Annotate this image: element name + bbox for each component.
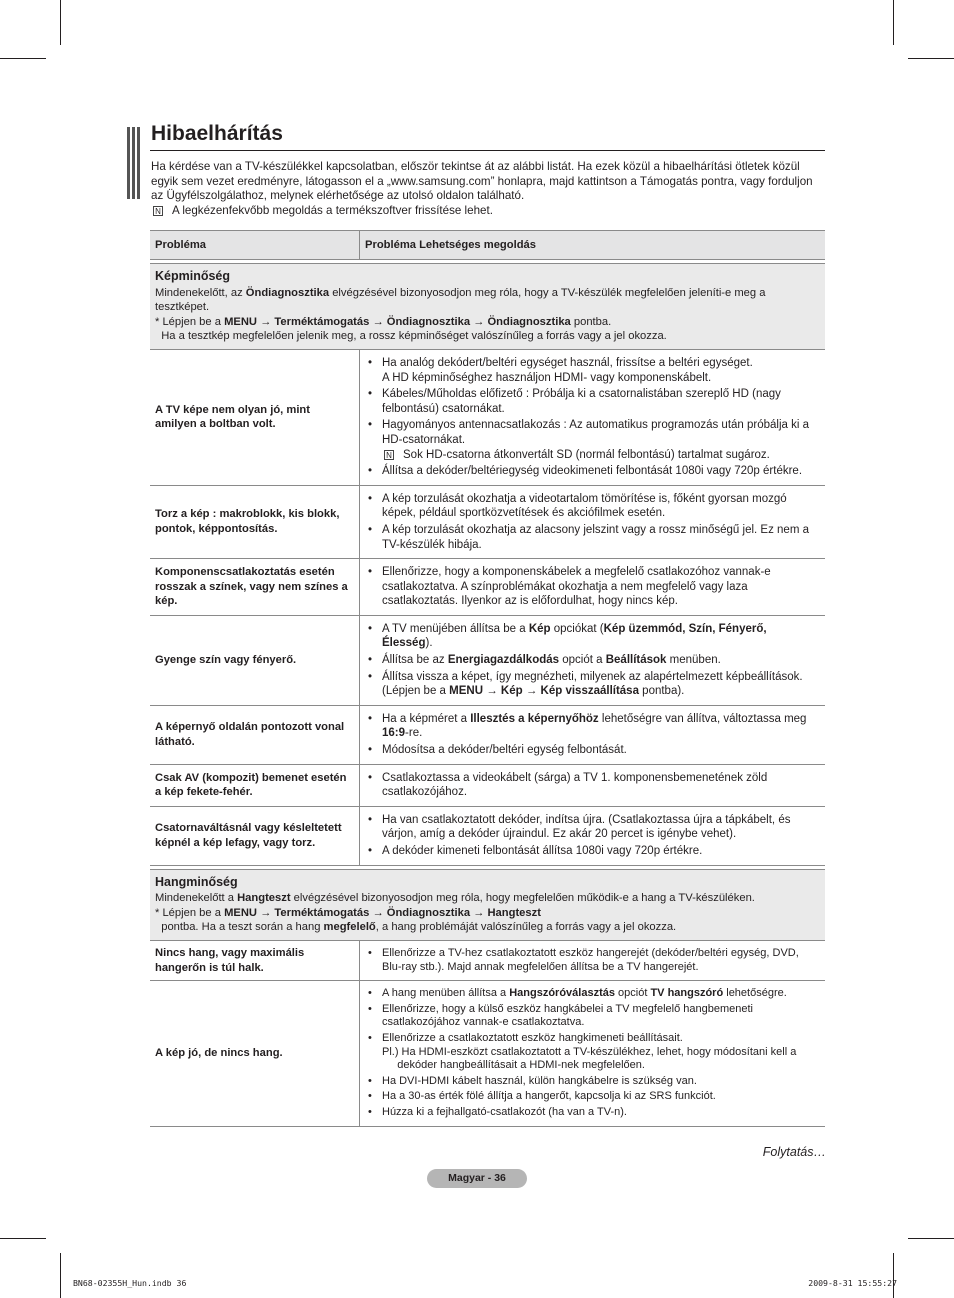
- crop-mark: [893, 0, 894, 45]
- problem-cell: Csatornaváltásnál vagy késleltetett képnél a kép lefagy, vagy torz.: [150, 806, 360, 865]
- table-row: [150, 981, 825, 1126]
- problem-cell: Torz a kép : makroblokk, kis blokk, pontok, képpontosítás.: [150, 485, 360, 558]
- print-footer-file: BN68-02355H_Hun.indb 36: [73, 1278, 187, 1288]
- solution-list: [364, 356, 819, 479]
- troubleshooting-table: [150, 230, 825, 1127]
- section-title: Hangminőség: [155, 874, 238, 889]
- solution-cell: [360, 981, 826, 1126]
- problem-cell: Gyenge szín vagy fényerő.: [150, 615, 360, 705]
- section-description: Mindenekelőtt a Hangteszt elvégzésével bizonyosodjon meg róla, hogy megfelelően működik-e a hang a TV-készüléken. * Lépjen be a MENU → Terméktámogatás → Öndiagnosztika → Hangteszt pontba. Ha a teszt során a hang megfelelő, a hang problémáját valószínűleg a forrás vagy a jel okozza.: [155, 892, 755, 934]
- solution-item: • A dekóder kimeneti felbontását állítsa 1080i vagy 720p értékre.: [364, 844, 819, 859]
- solution-item: • Hagyományos antennacsatlakozás : Az automatikus programozás után próbálja ki a HD-csatornákat. N Sok HD-csatorna átkonvertált SD (normál felbontású) tartalmat sugároz.: [364, 418, 819, 462]
- solution-item: • A kép torzulását okozhatja a videotartalom tömörítése is, főként gyorsan mozgó képek, például sportközvetítések és akciófilmek esetén.: [364, 492, 819, 521]
- solution-cell: [360, 485, 826, 558]
- crop-mark: [908, 1238, 954, 1239]
- print-footer-timestamp: 2009-8-31 15:55:27: [808, 1278, 897, 1288]
- table-row: [150, 764, 825, 806]
- solution-item: • Ha a 30-as érték fölé állítja a hangerőt, kapcsolja ki az SRS funkciót.: [364, 1090, 819, 1104]
- solution-list: [364, 813, 819, 859]
- title-decoration-bar: [127, 127, 140, 199]
- crop-mark: [893, 1253, 894, 1298]
- table-row: [150, 559, 825, 616]
- title-rule: [150, 150, 825, 151]
- solution-list: [364, 947, 819, 974]
- solution-item: • Ha analóg dekódert/beltéri egységet használ, frissítse a beltéri egységet. A HD képminőséghez használjon HDMI- vagy komponenskábelt.: [364, 356, 819, 385]
- table-row: [150, 806, 825, 865]
- solution-item: • Ha a képméret a Illesztés a képernyőhöz lehetőségre van állítva, változtassa meg 16:9-re.: [364, 712, 819, 741]
- solution-list: [364, 565, 819, 609]
- problem-cell: Nincs hang, vagy maximális hangerőn is túl halk.: [150, 940, 360, 980]
- solution-item: • Állítsa be az Energiagazdálkodás opciót a Beállítások menüben.: [364, 653, 819, 668]
- solution-list: [364, 622, 819, 699]
- table-row: [150, 615, 825, 705]
- problem-cell: Csak AV (kompozit) bemenet esetén a kép fekete-fehér.: [150, 764, 360, 806]
- solution-cell: [360, 559, 826, 616]
- solution-item: • Ellenőrizze a csatlakoztatott eszköz hangkimeneti beállításait. Pl.) Ha HDMI-eszközt csatlakoztatott a TV-készülékhez, lehet, hogy módosítani kell a dekóder hangbeállításait a HDMI-nek megfelelően.: [364, 1032, 819, 1073]
- continued-label: Folytatás…: [762, 1145, 826, 1159]
- table-row: [150, 705, 825, 764]
- table-header: [150, 231, 825, 260]
- crop-mark: [60, 1253, 61, 1298]
- solution-list: [364, 712, 819, 758]
- solution-item: • Állítsa a dekóder/beltériegység videokimeneti felbontását 1080i vagy 720p értékre.: [364, 464, 819, 479]
- table-row: [150, 940, 825, 980]
- solution-item: • Csatlakoztassa a videokábelt (sárga) a TV 1. komponensbemenetének zöld csatlakozójához.: [364, 771, 819, 800]
- crop-mark: [0, 1238, 46, 1239]
- solution-list: [364, 771, 819, 800]
- solution-cell: [360, 764, 826, 806]
- solution-cell: [360, 940, 826, 980]
- problem-cell: A kép jó, de nincs hang.: [150, 981, 360, 1126]
- solution-item: • A TV menüjében állítsa be a Kép opciókat (Kép üzemmód, Szín, Fényerő, Élesség).: [364, 622, 819, 651]
- solution-cell: [360, 615, 826, 705]
- note-icon: N: [153, 206, 163, 216]
- section-description: Mindenekelőtt, az Öndiagnosztika elvégzésével bizonyosodjon meg róla, hogy a TV-készülék megfelelően jeleníti-e meg a tesztképet. * Lépjen be a MENU → Terméktámogatás → Öndiagnosztika → Öndiagnosztika pontba. Ha a tesztkép megfelelően jelenik meg, a rossz képminőséget valószínűleg a forrás vagy a jel okozza.: [155, 286, 766, 343]
- intro: [151, 160, 825, 218]
- section-header: [150, 264, 825, 350]
- problem-cell: Komponenscsatlakoztatás esetén rosszak a színek, vagy nem színes a kép.: [150, 559, 360, 616]
- crop-mark: [0, 58, 46, 59]
- table-row: [150, 485, 825, 558]
- solution-item: • A kép torzulását okozhatja az alacsony jelszint vagy a rossz minőségű jel. Ez nem a TV-készülék hibája.: [364, 523, 819, 552]
- solution-item: • Kábeles/Műholdas előfizető : Próbálja ki a csatornalistában szereplő HD (nagy felbontású) csatornákat.: [364, 387, 819, 416]
- header-solution: Probléma Lehetséges megoldás: [360, 231, 826, 260]
- solution-list: [364, 987, 819, 1119]
- solution-item: • Ellenőrizze, hogy a komponenskábelek a megfelelő csatlakozóhoz vannak-e csatlakoztatva. A színproblémákat okozhatja a nem megfelelő vagy laza csatlakoztatás. Ilyenkor az is előfordulhat, hogy nincs kép.: [364, 565, 819, 609]
- solution-item: • Módosítsa a dekóder/beltéri egység felbontását.: [364, 743, 819, 758]
- problem-cell: A TV képe nem olyan jó, mint amilyen a boltban volt.: [150, 349, 360, 485]
- solution-item: • Ha DVI-HDMI kábelt használ, külön hangkábelre is szükség van.: [364, 1075, 819, 1089]
- solution-cell: [360, 806, 826, 865]
- solution-item: • Húzza ki a fejhallgató-csatlakozót (ha van a TV-n).: [364, 1106, 819, 1120]
- solution-list: [364, 492, 819, 552]
- problem-cell: A képernyő oldalán pontozott vonal látható.: [150, 705, 360, 764]
- intro-paragraph: Ha kérdése van a TV-készülékkel kapcsolatban, először tekintse át az alábbi listát. Ha ezek közül a hibaelhárítási ötletek közül egyik sem vezet eredményre, látogasson el a „www.samsung.com” honlapra, majd kattintson a Támogatás pontra, vagy forduljon az Ügyfélszolgálathoz, melynek elérhetősége az utolsó oldalon található.: [151, 160, 813, 203]
- crop-mark: [908, 58, 954, 59]
- header-problem: Probléma: [150, 231, 360, 260]
- crop-mark: [60, 0, 61, 45]
- section-header: [150, 869, 825, 940]
- page-number-badge: Magyar - 36: [427, 1169, 527, 1188]
- solution-item: • Ellenőrizze, hogy a külső eszköz hangkábelei a TV megfelelő hangbemeneti csatlakozójához vannak-e csatlakoztatva.: [364, 1003, 819, 1030]
- section-title: Képminőség: [155, 269, 231, 283]
- intro-note-text: A legkézenfekvőbb megoldás a termékszoftver frissítése lehet.: [172, 203, 493, 217]
- solution-item: • A hang menüben állítsa a Hangszóróválasztás opciót TV hangszóró lehetőségre.: [364, 987, 819, 1001]
- page-title: Hibaelhárítás: [151, 122, 283, 145]
- solution-cell: [360, 705, 826, 764]
- solution-item: • Állítsa vissza a képet, így megnézheti, milyenek az alapértelmezett képbeállítások. (Lépjen be a MENU → Kép → Kép visszaállítása pontba).: [364, 670, 819, 699]
- solution-item: • Ha van csatlakoztatott dekóder, indítsa újra. (Csatlakoztassa újra a tápkábelt, és várjon, amíg a dekóder újraindul. Ez akár 20 percet is igénybe vehet).: [364, 813, 819, 842]
- intro-note: [151, 204, 825, 219]
- solution-cell: [360, 349, 826, 485]
- table-row: [150, 349, 825, 485]
- solution-item: • Ellenőrizze a TV-hez csatlakoztatott eszköz hangerejét (dekóder/beltéri egység, DVD, Blu-ray stb.). Majd annak megfelelően állítsa be a TV hangerejét.: [364, 947, 819, 974]
